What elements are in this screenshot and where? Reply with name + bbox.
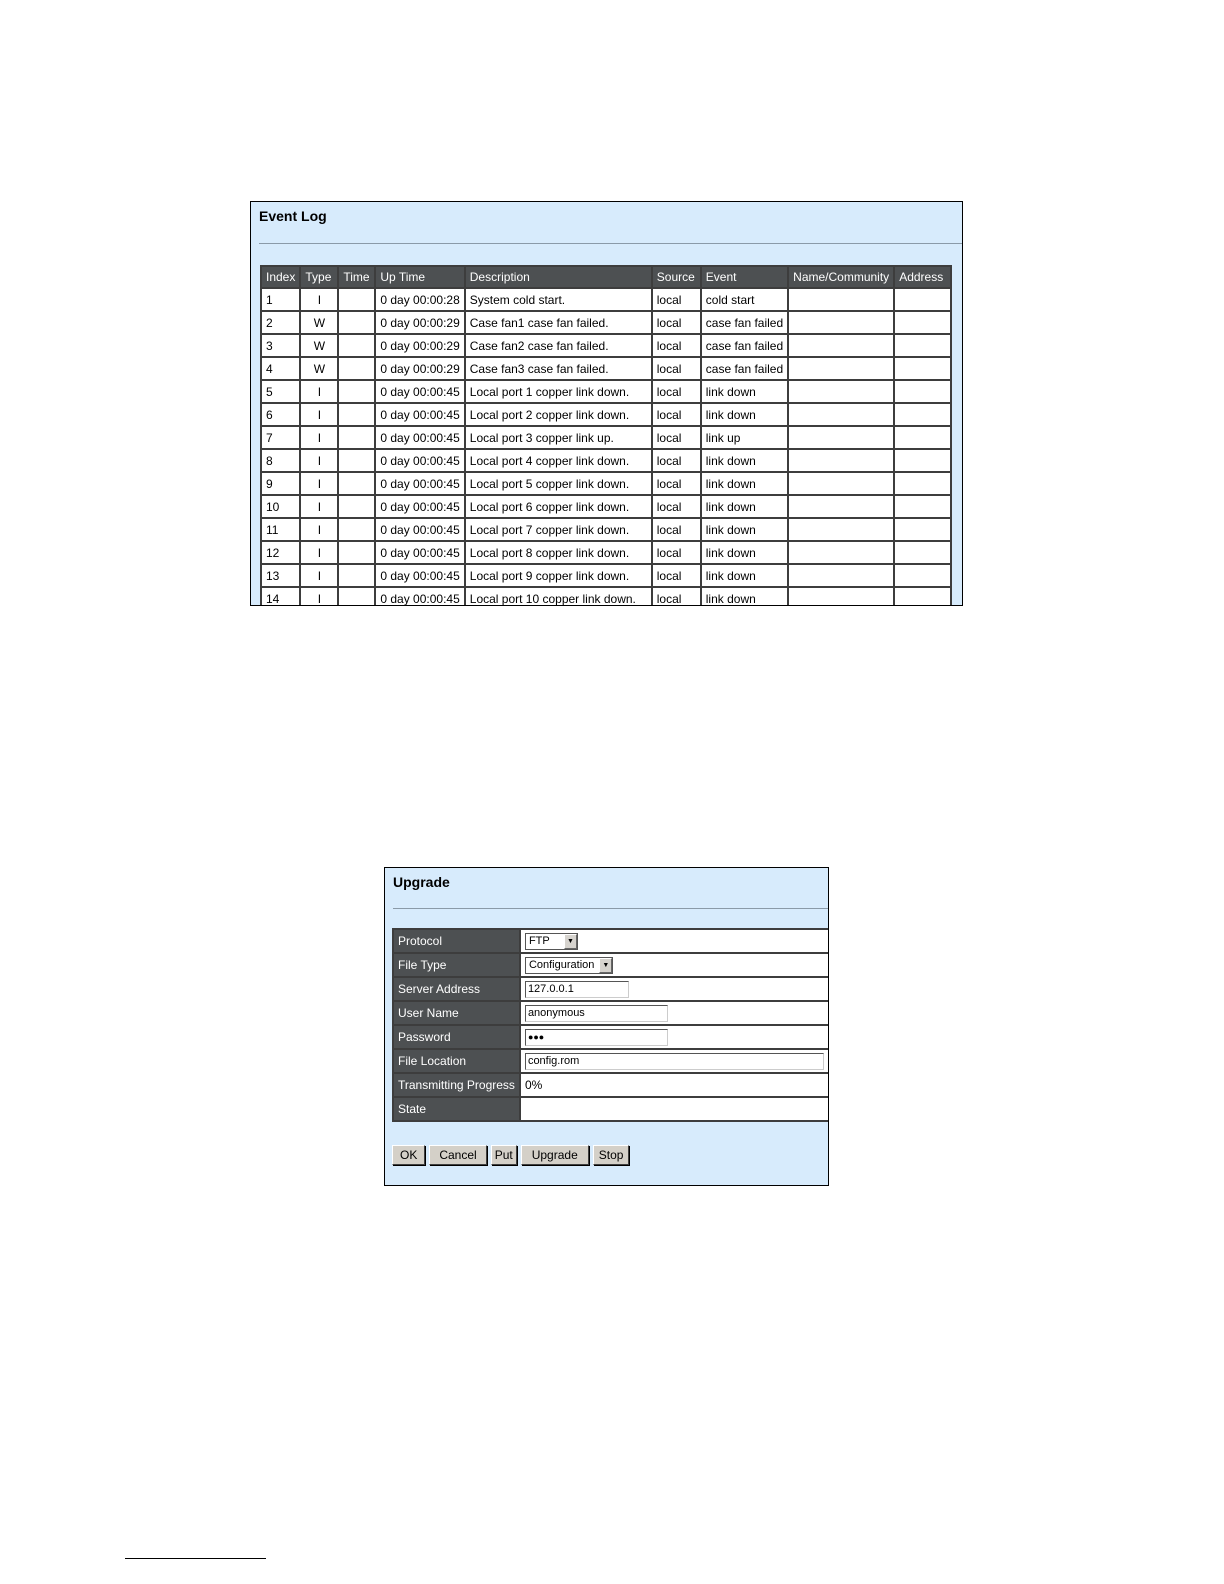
type-cell: I bbox=[301, 381, 337, 402]
footnote-divider bbox=[125, 1558, 266, 1559]
description-cell: Case fan2 case fan failed. bbox=[466, 335, 651, 356]
time-cell bbox=[339, 289, 374, 310]
time-cell bbox=[339, 519, 374, 540]
upgrade-button[interactable]: Upgrade bbox=[521, 1145, 589, 1165]
source-cell: local bbox=[653, 312, 700, 333]
uptime-cell: 0 day 00:00:45 bbox=[376, 565, 463, 586]
time-cell bbox=[339, 565, 374, 586]
index-cell: 13 bbox=[262, 565, 299, 586]
name-cell bbox=[789, 312, 893, 333]
table-row bbox=[262, 427, 950, 448]
type-cell: I bbox=[301, 542, 337, 563]
time-cell bbox=[339, 335, 374, 356]
file-type-row bbox=[394, 954, 828, 976]
file-location-row bbox=[394, 1050, 828, 1072]
uptime-cell: 0 day 00:00:29 bbox=[376, 312, 463, 333]
event-log-panel bbox=[250, 201, 963, 606]
index-cell: 9 bbox=[262, 473, 299, 494]
index-cell: 5 bbox=[262, 381, 299, 402]
uptime-cell: 0 day 00:00:28 bbox=[376, 289, 463, 310]
description-cell: Case fan1 case fan failed. bbox=[466, 312, 651, 333]
event-cell: link down bbox=[702, 473, 787, 494]
index-cell: 10 bbox=[262, 496, 299, 517]
state-label: State bbox=[394, 1098, 519, 1120]
event-cell: case fan failed bbox=[702, 335, 787, 356]
stop-button[interactable]: Stop bbox=[593, 1145, 630, 1165]
user-name-label: User Name bbox=[394, 1002, 519, 1024]
uptime-cell: 0 day 00:00:45 bbox=[376, 496, 463, 517]
type-cell: I bbox=[301, 473, 337, 494]
source-cell: local bbox=[653, 588, 700, 606]
time-cell bbox=[339, 358, 374, 379]
user-name-row bbox=[394, 1002, 828, 1024]
description-cell: System cold start. bbox=[466, 289, 651, 310]
address-cell bbox=[895, 289, 950, 310]
index-cell: 4 bbox=[262, 358, 299, 379]
index-cell: 11 bbox=[262, 519, 299, 540]
event-cell: link down bbox=[702, 496, 787, 517]
server-address-row bbox=[394, 978, 828, 1000]
name-cell bbox=[789, 358, 893, 379]
event-cell: link up bbox=[702, 427, 787, 448]
address-cell bbox=[895, 404, 950, 425]
table-row bbox=[262, 542, 950, 563]
index-cell: 2 bbox=[262, 312, 299, 333]
column-header: Event bbox=[702, 267, 787, 287]
index-cell: 14 bbox=[262, 588, 299, 606]
address-cell bbox=[895, 542, 950, 563]
name-cell bbox=[789, 404, 893, 425]
upgrade-panel bbox=[384, 867, 829, 1186]
source-cell: local bbox=[653, 381, 700, 402]
table-row bbox=[262, 450, 950, 471]
description-cell: Local port 9 copper link down. bbox=[466, 565, 651, 586]
address-cell bbox=[895, 519, 950, 540]
source-cell: local bbox=[653, 496, 700, 517]
event-log-table bbox=[260, 265, 952, 606]
password-input[interactable]: ●●● bbox=[525, 1029, 668, 1046]
user-name-input[interactable]: anonymous bbox=[525, 1005, 668, 1022]
type-cell: W bbox=[301, 312, 337, 333]
source-cell: local bbox=[653, 427, 700, 448]
time-cell bbox=[339, 404, 374, 425]
type-cell: I bbox=[301, 289, 337, 310]
description-cell: Local port 6 copper link down. bbox=[466, 496, 651, 517]
uptime-cell: 0 day 00:00:45 bbox=[376, 450, 463, 471]
uptime-cell: 0 day 00:00:45 bbox=[376, 473, 463, 494]
type-cell: W bbox=[301, 358, 337, 379]
source-cell: local bbox=[653, 473, 700, 494]
index-cell: 8 bbox=[262, 450, 299, 471]
type-cell: I bbox=[301, 588, 337, 606]
address-cell bbox=[895, 588, 950, 606]
progress-label: Transmitting Progress bbox=[394, 1074, 519, 1096]
type-cell: I bbox=[301, 565, 337, 586]
address-cell bbox=[895, 565, 950, 586]
progress-value: 0% bbox=[521, 1074, 828, 1096]
table-header-row bbox=[262, 267, 950, 287]
column-header: Source bbox=[653, 267, 700, 287]
table-row bbox=[262, 289, 950, 310]
protocol-select[interactable] bbox=[525, 933, 578, 950]
name-cell bbox=[789, 588, 893, 606]
address-cell bbox=[895, 473, 950, 494]
description-cell: Local port 4 copper link down. bbox=[466, 450, 651, 471]
chevron-down-icon[interactable]: ▼ bbox=[564, 934, 577, 949]
protocol-label: Protocol bbox=[394, 930, 519, 952]
event-cell: case fan failed bbox=[702, 358, 787, 379]
event-cell: link down bbox=[702, 381, 787, 402]
address-cell bbox=[895, 312, 950, 333]
name-cell bbox=[789, 450, 893, 471]
uptime-cell: 0 day 00:00:45 bbox=[376, 519, 463, 540]
file-location-input[interactable]: config.rom bbox=[525, 1053, 824, 1070]
event-cell: link down bbox=[702, 519, 787, 540]
protocol-value: FTP bbox=[528, 935, 550, 947]
time-cell bbox=[339, 496, 374, 517]
file-type-label: File Type bbox=[394, 954, 519, 976]
event-cell: link down bbox=[702, 588, 787, 606]
event-cell: link down bbox=[702, 565, 787, 586]
address-cell bbox=[895, 381, 950, 402]
table-row bbox=[262, 588, 950, 606]
description-cell: Case fan3 case fan failed. bbox=[466, 358, 651, 379]
description-cell: Local port 7 copper link down. bbox=[466, 519, 651, 540]
uptime-cell: 0 day 00:00:45 bbox=[376, 381, 463, 402]
table-row bbox=[262, 473, 950, 494]
description-cell: Local port 1 copper link down. bbox=[466, 381, 651, 402]
type-cell: W bbox=[301, 335, 337, 356]
event-log-title: Event Log bbox=[259, 208, 327, 224]
column-header: Index bbox=[262, 267, 299, 287]
chevron-down-icon[interactable]: ▼ bbox=[599, 958, 612, 973]
cancel-button[interactable]: Cancel bbox=[429, 1145, 486, 1165]
state-row bbox=[394, 1098, 828, 1120]
progress-row bbox=[394, 1074, 828, 1096]
address-cell bbox=[895, 450, 950, 471]
address-cell bbox=[895, 335, 950, 356]
column-header: Name/Community bbox=[789, 267, 893, 287]
column-header: Address bbox=[895, 267, 950, 287]
table-row bbox=[262, 335, 950, 356]
description-cell: Local port 3 copper link up. bbox=[466, 427, 651, 448]
time-cell bbox=[339, 588, 374, 606]
description-cell: Local port 5 copper link down. bbox=[466, 473, 651, 494]
table-row bbox=[262, 404, 950, 425]
upgrade-title: Upgrade bbox=[393, 874, 450, 890]
index-cell: 6 bbox=[262, 404, 299, 425]
file-type-select[interactable] bbox=[525, 957, 613, 974]
event-cell: link down bbox=[702, 404, 787, 425]
event-cell: link down bbox=[702, 542, 787, 563]
table-row bbox=[262, 496, 950, 517]
password-row bbox=[394, 1026, 828, 1048]
description-cell: Local port 2 copper link down. bbox=[466, 404, 651, 425]
column-header: Up Time bbox=[376, 267, 463, 287]
type-cell: I bbox=[301, 519, 337, 540]
upgrade-form-table bbox=[392, 928, 829, 1122]
protocol-row bbox=[394, 930, 828, 952]
password-label: Password bbox=[394, 1026, 519, 1048]
name-cell bbox=[789, 427, 893, 448]
uptime-cell: 0 day 00:00:45 bbox=[376, 404, 463, 425]
name-cell bbox=[789, 289, 893, 310]
name-cell bbox=[789, 496, 893, 517]
source-cell: local bbox=[653, 404, 700, 425]
divider bbox=[259, 243, 962, 244]
uptime-cell: 0 day 00:00:45 bbox=[376, 427, 463, 448]
name-cell bbox=[789, 335, 893, 356]
table-row bbox=[262, 358, 950, 379]
source-cell: local bbox=[653, 542, 700, 563]
table-row bbox=[262, 312, 950, 333]
name-cell bbox=[789, 519, 893, 540]
source-cell: local bbox=[653, 519, 700, 540]
address-cell bbox=[895, 358, 950, 379]
index-cell: 1 bbox=[262, 289, 299, 310]
uptime-cell: 0 day 00:00:45 bbox=[376, 542, 463, 563]
uptime-cell: 0 day 00:00:29 bbox=[376, 358, 463, 379]
source-cell: local bbox=[653, 289, 700, 310]
source-cell: local bbox=[653, 565, 700, 586]
time-cell bbox=[339, 381, 374, 402]
name-cell bbox=[789, 381, 893, 402]
ok-button[interactable]: OK bbox=[392, 1145, 425, 1165]
file-type-value: Configuration bbox=[528, 959, 595, 971]
table-row bbox=[262, 565, 950, 586]
address-cell bbox=[895, 496, 950, 517]
server-address-label: Server Address bbox=[394, 978, 519, 1000]
address-cell bbox=[895, 427, 950, 448]
type-cell: I bbox=[301, 427, 337, 448]
column-header: Time bbox=[339, 267, 374, 287]
column-header: Description bbox=[466, 267, 651, 287]
index-cell: 12 bbox=[262, 542, 299, 563]
source-cell: local bbox=[653, 335, 700, 356]
time-cell bbox=[339, 312, 374, 333]
file-location-label: File Location bbox=[394, 1050, 519, 1072]
button-bar bbox=[392, 1145, 629, 1165]
description-cell: Local port 8 copper link down. bbox=[466, 542, 651, 563]
event-cell: cold start bbox=[702, 289, 787, 310]
uptime-cell: 0 day 00:00:29 bbox=[376, 335, 463, 356]
time-cell bbox=[339, 450, 374, 471]
column-header: Type bbox=[301, 267, 337, 287]
uptime-cell: 0 day 00:00:45 bbox=[376, 588, 463, 606]
time-cell bbox=[339, 427, 374, 448]
type-cell: I bbox=[301, 496, 337, 517]
name-cell bbox=[789, 542, 893, 563]
state-value bbox=[521, 1098, 828, 1120]
source-cell: local bbox=[653, 450, 700, 471]
source-cell: local bbox=[653, 358, 700, 379]
time-cell bbox=[339, 473, 374, 494]
name-cell bbox=[789, 565, 893, 586]
table-row bbox=[262, 381, 950, 402]
type-cell: I bbox=[301, 450, 337, 471]
index-cell: 3 bbox=[262, 335, 299, 356]
description-cell: Local port 10 copper link down. bbox=[466, 588, 651, 606]
time-cell bbox=[339, 542, 374, 563]
event-cell: link down bbox=[702, 450, 787, 471]
server-address-input[interactable]: 127.0.0.1 bbox=[525, 981, 629, 998]
put-button[interactable]: Put bbox=[491, 1145, 517, 1165]
divider bbox=[393, 908, 828, 909]
event-cell: case fan failed bbox=[702, 312, 787, 333]
index-cell: 7 bbox=[262, 427, 299, 448]
name-cell bbox=[789, 473, 893, 494]
table-row bbox=[262, 519, 950, 540]
type-cell: I bbox=[301, 404, 337, 425]
